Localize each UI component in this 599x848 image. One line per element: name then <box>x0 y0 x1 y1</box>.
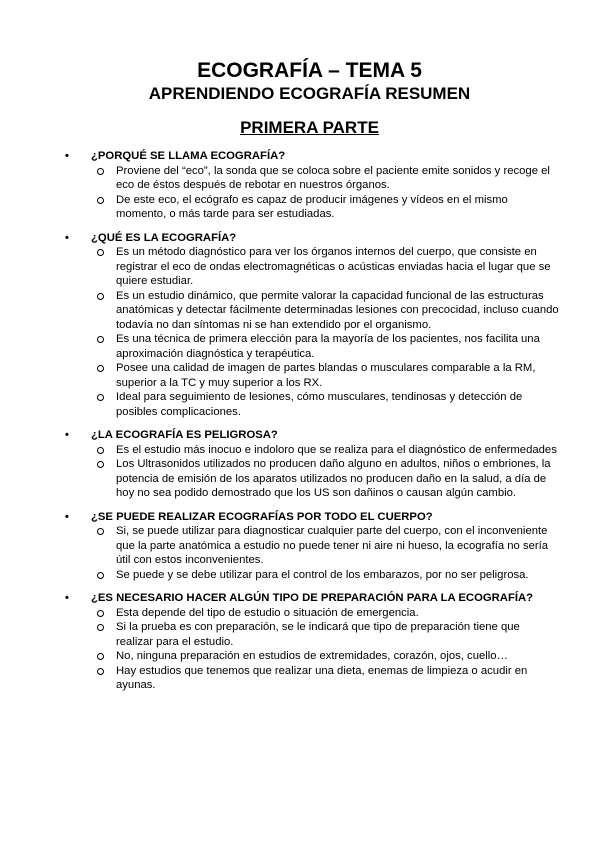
circle-bullet-icon <box>97 653 104 660</box>
list-item <box>60 361 559 390</box>
list-item <box>60 568 559 583</box>
circle-bullet-icon <box>97 394 104 401</box>
section-que-es <box>60 231 559 420</box>
circle-bullet-icon <box>97 668 104 675</box>
list-item <box>60 524 559 568</box>
section-porque <box>60 149 559 222</box>
list-item <box>60 606 559 621</box>
answer-list <box>60 443 559 501</box>
section-peligrosa <box>60 428 559 501</box>
circle-bullet-icon <box>97 249 104 256</box>
circle-bullet-icon <box>97 447 104 454</box>
circle-bullet-icon <box>97 336 104 343</box>
item-text: Proviene del “eco”, la sonda que se coloca sobre el paciente emite sonidos y recoge el eco de éstos después de rebotar en nuestros órganos. <box>116 164 550 191</box>
question-text: ¿ES NECESARIO HACER ALGÚN TIPO DE PREPARACIÓN PARA LA ECOGRAFÍA? <box>91 592 534 604</box>
item-text: No, ninguna preparación en estudios de extremidades, corazón, ojos, cuello… <box>116 650 508 662</box>
list-item <box>60 289 559 333</box>
item-text: Es un estudio dinámico, que permite valorar la capacidad funcional de las estructuras anatómicas y detectar fácilmente determinadas lesiones con precocidad, incluso cuando todavía no dan síntomas ni se han extendido por el organismo. <box>116 289 559 331</box>
item-text: Posee una calidad de imagen de partes blandas o musculares comparable a la RM, superior a la TC y muy superior a los RX. <box>116 362 536 389</box>
circle-bullet-icon <box>97 197 104 204</box>
document-title: ECOGRAFÍA – TEMA 5 <box>197 59 422 82</box>
bullet-dot-icon: • <box>65 231 69 244</box>
item-text: Los Ultrasonidos utilizados no producen daño alguno en adultos, niños o embriones, la potencia de emisión de los aparatos utilizados no producen daño en la salud, a día de hoy no sea podido demostrado que los US son dañinos o causan algún cambio. <box>116 458 551 499</box>
item-text: Es un método diagnóstico para ver los órganos internos del cuerpo, que consiste en registrar el eco de ondas electromagnéticas o acústicas enviadas hacia el lugar que se quiere estudiar. <box>116 246 551 287</box>
list-item <box>60 649 559 664</box>
circle-bullet-icon <box>97 293 104 300</box>
section-preparacion <box>60 591 559 693</box>
list-item <box>60 664 559 693</box>
answer-list <box>60 606 559 693</box>
document-subtitle: APRENDIENDO ECOGRAFÍA RESUMEN <box>148 84 471 103</box>
question-text: ¿SE PUEDE REALIZAR ECOGRAFÍAS POR TODO EL CUERPO? <box>91 510 433 523</box>
item-text: Es el estudio más inocuo e indoloro que se realiza para el diagnóstico de enfermedades <box>116 443 557 456</box>
section-question <box>60 231 559 246</box>
section-question <box>60 149 559 164</box>
circle-bullet-icon <box>97 528 104 535</box>
list-item <box>60 443 559 458</box>
item-text: De este eco, el ecógrafo es capaz de producir imágenes y vídeos en el mismo momento, o más tarde para ser estudiadas. <box>116 193 508 220</box>
circle-bullet-icon <box>97 365 104 372</box>
item-text: Si la prueba es con preparación, se le indicará que tipo de preparación tiene que realizar para el estudio. <box>116 621 520 648</box>
item-text: Esta depende del tipo de estudio o situación de emergencia. <box>116 606 419 619</box>
question-text: ¿LA ECOGRAFÍA ES PELIGROSA? <box>91 429 278 441</box>
list-item <box>60 332 559 361</box>
bullet-dot-icon: • <box>65 429 69 441</box>
part-heading: PRIMERA PARTE <box>240 118 379 137</box>
item-text: Se puede y se debe utilizar para el control de los embarazos, por no ser peligrosa. <box>116 568 529 581</box>
answer-list <box>60 245 559 419</box>
list-item <box>60 245 559 289</box>
list-item <box>60 193 559 222</box>
item-text: Hay estudios que tenemos que realizar una dieta, enemas de limpieza o acudir en ayunas. <box>116 664 528 691</box>
section-question <box>60 591 559 606</box>
bullet-dot-icon: • <box>65 592 69 604</box>
circle-bullet-icon <box>97 624 104 631</box>
section-todo-el-cuerpo <box>60 510 559 583</box>
circle-bullet-icon <box>97 610 104 617</box>
answer-list <box>60 164 559 222</box>
item-text: Ideal para seguimiento de lesiones, cómo musculares, tendinosas y detección de posibles complicaciones. <box>116 391 523 418</box>
circle-bullet-icon <box>97 572 104 579</box>
question-text: ¿QUÉ ES LA ECOGRAFÍA? <box>91 231 237 244</box>
list-item <box>60 164 559 193</box>
bullet-dot-icon: • <box>65 150 69 162</box>
section-question <box>60 428 559 443</box>
question-text: ¿PORQUÉ SE LLAMA ECOGRAFÍA? <box>91 150 286 162</box>
list-item <box>60 457 559 501</box>
item-text: Es una técnica de primera elección para la mayoría de los pacientes, nos facilita una aproximación diagnóstica y terapéutica. <box>116 333 540 360</box>
list-item <box>60 390 559 419</box>
section-question <box>60 510 559 525</box>
item-text: Si, se puede utilizar para diagnosticar cualquier parte del cuerpo, con el inconveniente que la parte anatómica a estudio no puede tener ni aire ni hueso, la ecografía no sería útil con estos inconvenientes. <box>116 525 549 566</box>
bullet-dot-icon: • <box>65 510 69 523</box>
circle-bullet-icon <box>97 168 104 175</box>
circle-bullet-icon <box>97 461 104 468</box>
answer-list <box>60 524 559 582</box>
list-item <box>60 620 559 649</box>
